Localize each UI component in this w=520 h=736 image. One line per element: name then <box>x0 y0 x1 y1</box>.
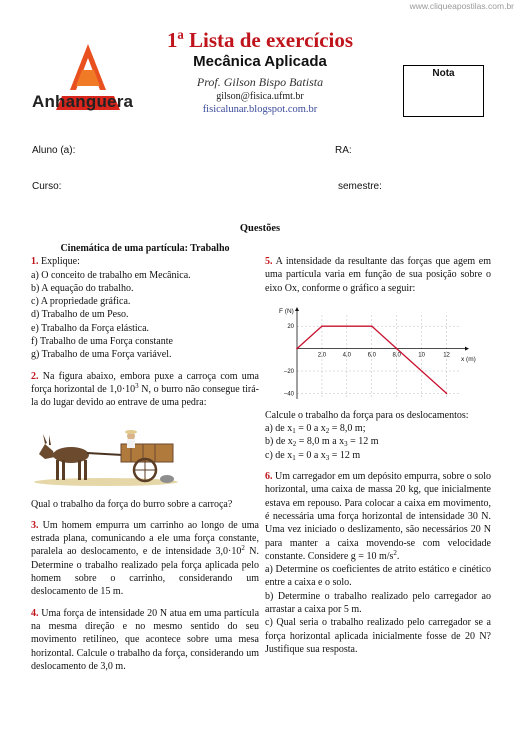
ra-label: RA: <box>335 145 352 156</box>
q1-item-e: e) Trabalho da Força elástica. <box>31 322 150 334</box>
q3-text <box>31 519 259 599</box>
q1-item-c: c) A propriedade gráfica. <box>31 296 131 308</box>
q1-intro: Explique: <box>41 256 80 268</box>
q2-text-b: N, o burro não consegue tirá-la do lugar devido ao entrave de uma pedra: <box>31 383 259 409</box>
x-tick-label: 12 <box>443 352 450 359</box>
x-tick-label: 10 <box>418 352 425 359</box>
q5a-sub1: 1 <box>292 427 296 436</box>
questions-heading: Questões <box>239 223 281 234</box>
q5b-part1: b) de x <box>265 436 293 448</box>
q6-item-b: b) Determine o trabalho realizado pelo carregador ao arrastar a caixa por 5 m. <box>265 590 491 616</box>
brand-name: Anhanguera <box>32 92 134 111</box>
q5-item-a <box>265 422 491 435</box>
q5b-sub1: 2 <box>292 440 297 449</box>
q4-text <box>31 607 259 673</box>
x-tick-label: 6,0 <box>367 352 376 359</box>
x-tick-label: 8,0 <box>392 352 401 359</box>
force-point <box>371 325 373 327</box>
donkey-cart-illustration <box>31 426 181 488</box>
q4-body: Uma força de intensidade 20 N atua em uma partícula na mesma direção e no mesmo sentido do seu movimento retilíneo, que acontece sobre uma mesa horizontal. Calcule o trabalho da força, considerando um deslocamento de 3,0 m. <box>31 607 260 672</box>
q2-question: Qual o trabalho da força do burro sobre a carroça? <box>31 498 233 510</box>
q5c-part1: c) de x <box>265 449 293 461</box>
force-point <box>446 392 448 394</box>
q5c-part3: = 12 m <box>329 449 361 461</box>
site-url[interactable]: www.cliqueapostilas.com.br <box>409 1 514 11</box>
section-title: Cinemática de uma partícula: Trabalho <box>60 243 230 254</box>
q5-number: 5. <box>265 256 273 267</box>
q1-item-d: d) Trabalho de um Peso. <box>31 309 129 321</box>
q6-number: 6. <box>265 471 273 483</box>
q3-text-b: N. Determine o trabalho realizado pela força aplicada pelo homem sobre o carrinho, considerando um deslocamento de 15 m. <box>31 546 259 598</box>
q1-number: 1. <box>31 256 39 268</box>
q4-number: 4. <box>31 607 39 619</box>
q5-item-c <box>265 449 491 462</box>
q5a-part3: = 8,0 m; <box>329 423 366 435</box>
q3-exp: 2 <box>241 544 245 553</box>
grade-label: Nota <box>432 68 455 79</box>
q3-text-a: Um homem empurra um carrinho ao longo de uma estrada plana, comunicando a ele uma força constante, paralela ao deslocamento, e de intensidade 3,0·10 <box>31 519 260 558</box>
semester-label: semestre: <box>338 181 382 192</box>
y-tick-label: –20 <box>283 368 294 375</box>
q1-item-b: b) A equação do trabalho. <box>31 282 134 294</box>
y-axis-arrow-icon <box>295 307 299 311</box>
x-tick-label: 2,0 <box>317 352 327 359</box>
q5-calc: Calcule o trabalho da força para os deslocamentos: <box>265 409 469 421</box>
y-tick-label: 20 <box>287 324 294 331</box>
q2-exp: 3 <box>135 381 139 390</box>
q2-number: 2. <box>31 370 39 382</box>
q5c-sub1: 1 <box>292 453 296 462</box>
q1-item-g: g) Trabalho de uma Força variável. <box>31 349 172 361</box>
right-column <box>265 255 491 656</box>
q1-item-f: f) Trabalho de uma Força constante <box>31 336 173 348</box>
q5a-part1: a) de x <box>265 423 293 435</box>
course-label: Curso: <box>32 181 62 192</box>
left-column <box>31 242 259 673</box>
q2-text <box>31 370 259 410</box>
q5-item-b <box>265 435 491 448</box>
force-point <box>396 348 398 350</box>
q6-item-c: c) Qual seria o trabalho realizado pelo carregador se a força horizontal aplicada inicialmente fosse de 20 N? Justifique sua resposta. <box>265 617 491 655</box>
q6-item-a: a) Determine os coeficientes de atrito estático e cinético entre a caixa e o solo. <box>265 564 491 589</box>
q5a-part2: = 0 a x <box>295 423 326 435</box>
blog-link[interactable]: fisicalunar.blogspot.com.br <box>202 104 318 115</box>
y-tick-label: –40 <box>283 391 294 398</box>
q6-text-a: Um carregador em um depósito empurra, sobre o solo horizontal, uma caixa de massa 20 kg, que inicialmente estava em repouso. Para colocar a caixa em movimento, é necessária uma força horizontal de intensidade 30 N. Uma vez iniciado o deslizamento, são necessários 20 N para manter a caixa movendo-se com velocidade constante. Considere g = 10 m/s <box>265 471 491 562</box>
q5b-sub2: 3 <box>344 440 348 449</box>
x-tick-label: 4,0 <box>342 352 352 359</box>
student-name-label: Aluno (a): <box>32 145 76 156</box>
q5a-sub2: 2 <box>325 427 330 436</box>
q5c-part2: = 0 a x <box>295 449 326 461</box>
page-title: 1ª Lista de exercícios <box>166 28 354 52</box>
q5b-part2: = 8,0 m a x <box>296 436 345 448</box>
q2-text-a: Na figura abaixo, embora puxe a carroça com uma força horizontal de 1,0·10 <box>31 370 259 395</box>
q5-body: A intensidade da resultante das forças que agem em uma partícula varia em função de sua posição sobre o eixo Ox, conforme o gráfico a seguir: <box>265 256 492 294</box>
q5b-part3: = 12 m <box>347 436 379 448</box>
q6-text-b: . <box>396 550 400 562</box>
q1-item-a: a) O conceito de trabalho em Mecânica. <box>31 269 191 281</box>
q5-text <box>265 255 491 295</box>
q5c-sub2: 3 <box>325 453 330 462</box>
grade-box[interactable] <box>403 65 484 117</box>
professor-email[interactable]: gilson@fisica.ufmt.br <box>216 91 304 102</box>
chart-ylabel: F (N) <box>279 307 294 315</box>
force-point <box>321 325 323 327</box>
x-axis-arrow-icon <box>465 346 469 350</box>
q6-exp: 2 <box>393 548 397 557</box>
professor-name: Prof. Gilson Bispo Batista <box>196 75 324 89</box>
q6-text <box>265 470 491 563</box>
q3-number: 3. <box>31 519 39 531</box>
force-point <box>296 348 298 350</box>
chart-xlabel: x (m) <box>461 355 476 363</box>
force-position-chart <box>273 303 483 403</box>
course-subtitle: Mecânica Aplicada <box>193 53 327 70</box>
